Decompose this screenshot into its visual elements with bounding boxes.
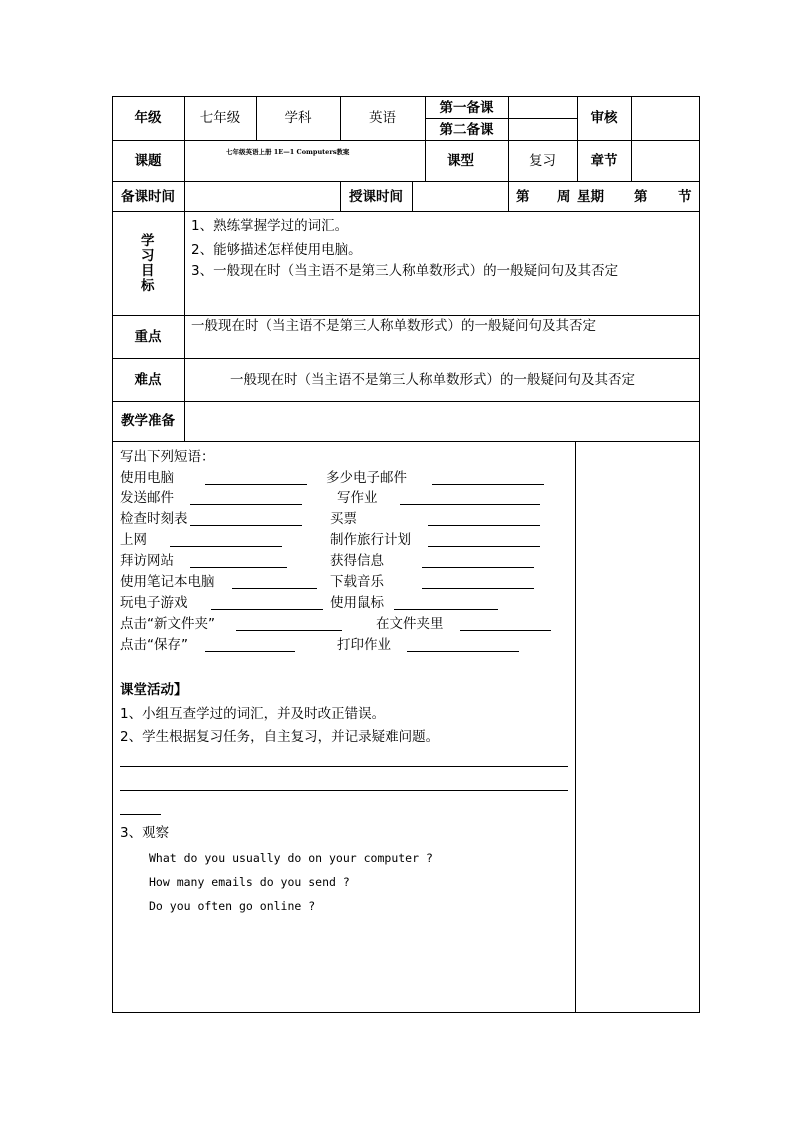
row-divider bbox=[112, 211, 700, 212]
phrase-right: 使用鼠标 bbox=[330, 595, 384, 611]
topic-label: 课题 bbox=[134, 153, 162, 169]
phrase-left: 发送邮件 bbox=[120, 490, 174, 506]
col-divider bbox=[412, 181, 413, 211]
difficulty-label: 难点 bbox=[134, 372, 162, 388]
goal-item: 1、熟练掌握学过的词汇。 bbox=[191, 218, 349, 234]
phrase-left: 检查时刻表 bbox=[120, 511, 188, 527]
key-point-text: 一般现在时（当主语不是第三人称单数形式）的一般疑问句及其否定 bbox=[191, 318, 596, 334]
topic-value: 七年级英语上册 1E—1 Computers教案 bbox=[226, 148, 350, 156]
phrase-left: 使用笔记本电脑 bbox=[120, 574, 215, 590]
answer-blank bbox=[211, 609, 323, 610]
phrase-right: 获得信息 bbox=[330, 553, 384, 569]
answer-blank bbox=[236, 630, 342, 631]
col-divider bbox=[508, 181, 509, 211]
phrase-left: 上网 bbox=[120, 532, 147, 548]
teach-time-label: 授课时间 bbox=[349, 189, 403, 205]
activity-heading: 课堂活动】 bbox=[120, 682, 188, 698]
prep-split bbox=[425, 118, 577, 119]
row-divider bbox=[112, 358, 700, 359]
phrase-left: 玩电子游戏 bbox=[120, 595, 188, 611]
note-line bbox=[120, 814, 161, 815]
row-divider bbox=[112, 401, 700, 402]
subject-label: 学科 bbox=[284, 110, 312, 126]
week-zhou: 周 bbox=[557, 189, 571, 205]
answer-blank bbox=[205, 484, 307, 485]
phrase-left: 点击“新文件夹” bbox=[120, 616, 215, 632]
col-divider bbox=[631, 96, 632, 140]
row-divider bbox=[112, 181, 700, 182]
answer-blank bbox=[432, 484, 544, 485]
answer-blank bbox=[428, 546, 540, 547]
answer-blank bbox=[394, 609, 498, 610]
goal-item: 2、能够描述怎样使用电脑。 bbox=[191, 242, 362, 258]
answer-blank bbox=[190, 504, 302, 505]
subject-value: 英语 bbox=[369, 110, 396, 126]
prep1-label: 第一备课 bbox=[439, 100, 494, 116]
prep2-label: 第二备课 bbox=[439, 122, 494, 138]
goals-label-4: 标 bbox=[141, 278, 155, 294]
phrase-right: 多少电子邮件 bbox=[326, 470, 407, 486]
activity-item: 1、小组互查学过的词汇，并及时改正错误。 bbox=[120, 706, 386, 722]
answer-blank bbox=[205, 651, 295, 652]
note-line bbox=[120, 766, 568, 767]
phrase-right: 下载音乐 bbox=[330, 574, 384, 590]
answer-blank bbox=[170, 546, 282, 547]
col-divider bbox=[508, 96, 509, 140]
question-line: How many emails do you send ? bbox=[149, 875, 350, 889]
activity-item: 2、学生根据复习任务，自主复习，并记录疑难问题。 bbox=[120, 729, 440, 745]
row-divider bbox=[112, 441, 700, 442]
row-divider bbox=[112, 140, 700, 141]
grade-value: 七年级 bbox=[199, 110, 241, 126]
answer-blank bbox=[190, 567, 287, 568]
note-line bbox=[120, 790, 568, 791]
week-di: 第 bbox=[516, 189, 530, 205]
row-divider bbox=[112, 315, 700, 316]
answer-blank bbox=[232, 588, 317, 589]
answer-blank bbox=[422, 588, 534, 589]
col-divider bbox=[575, 441, 576, 1013]
type-value: 复习 bbox=[529, 153, 556, 169]
phrase-right: 买票 bbox=[330, 511, 357, 527]
col-divider bbox=[631, 140, 632, 181]
phrase-right: 写作业 bbox=[337, 490, 378, 506]
phrase-left: 使用电脑 bbox=[120, 470, 174, 486]
phrase-left: 拜访网站 bbox=[120, 553, 174, 569]
period-jie: 节 bbox=[678, 189, 692, 205]
goals-label-2: 习 bbox=[141, 248, 155, 264]
grade-label: 年级 bbox=[134, 110, 162, 126]
goals-label-3: 目 bbox=[141, 263, 155, 279]
activity-item: 3、观察 bbox=[120, 825, 170, 841]
goals-label-1: 学 bbox=[141, 233, 155, 249]
answer-blank bbox=[460, 630, 551, 631]
key-point-label: 重点 bbox=[134, 329, 162, 345]
chapter-label: 章节 bbox=[590, 153, 618, 169]
review-label: 审核 bbox=[590, 110, 618, 126]
goal-item: 3、一般现在时（当主语不是第三人称单数形式）的一般疑问句及其否定 bbox=[191, 263, 619, 279]
prep-label: 教学准备 bbox=[121, 413, 175, 429]
answer-blank bbox=[400, 504, 540, 505]
answer-blank bbox=[422, 567, 534, 568]
question-line: What do you usually do on your computer ? bbox=[149, 851, 433, 865]
week-day: 星期 bbox=[577, 189, 604, 205]
col-divider bbox=[184, 96, 185, 441]
phrase-right: 在文件夹里 bbox=[376, 616, 444, 632]
type-label: 课型 bbox=[447, 153, 474, 169]
phrase-right: 制作旅行计划 bbox=[330, 532, 411, 548]
phrase-left: 点击“保存” bbox=[120, 637, 188, 653]
prep-time-label: 备课时间 bbox=[121, 189, 175, 205]
phrases-heading: 写出下列短语： bbox=[120, 449, 215, 465]
difficulty-text: 一般现在时（当主语不是第三人称单数形式）的一般疑问句及其否定 bbox=[230, 372, 635, 388]
period-di: 第 bbox=[634, 189, 648, 205]
phrase-right: 打印作业 bbox=[337, 637, 391, 653]
question-line: Do you often go online ? bbox=[149, 899, 316, 913]
answer-blank bbox=[407, 651, 519, 652]
answer-blank bbox=[190, 525, 302, 526]
answer-blank bbox=[428, 525, 540, 526]
